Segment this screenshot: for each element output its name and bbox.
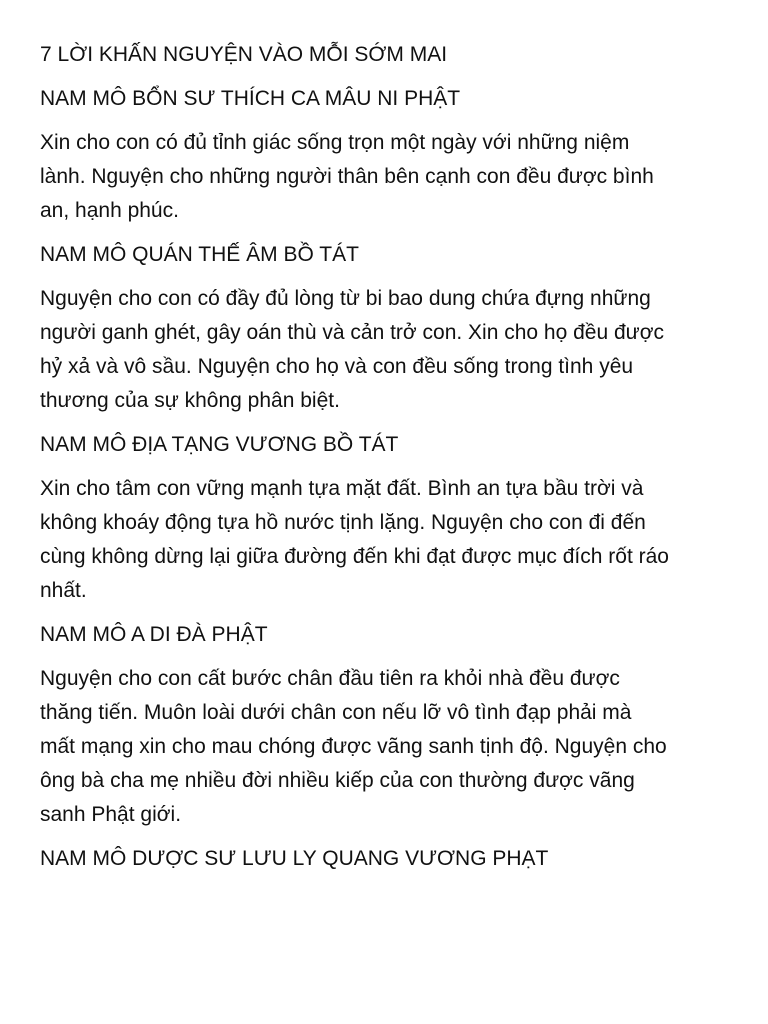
paragraph-line: lành. Nguyện cho những người thân bên cạnh con đều được bình bbox=[40, 165, 654, 188]
section-paragraph bbox=[40, 472, 740, 608]
paragraph-line: sanh Phật giới. bbox=[40, 803, 182, 826]
paragraph-line: thăng tiến. Muôn loài dưới chân con nếu lỡ vô tình đạp phải mà bbox=[40, 701, 632, 724]
section-paragraph bbox=[40, 126, 740, 228]
paragraph-line: cùng không dừng lại giữa đường đến khi đạt được mục đích rốt ráo bbox=[40, 545, 669, 568]
document-page bbox=[40, 38, 740, 876]
paragraph-line: nhất. bbox=[40, 579, 87, 602]
paragraph-line: an, hạnh phúc. bbox=[40, 199, 179, 222]
section-heading: NAM MÔ QUÁN THẾ ÂM BỒ TÁT bbox=[40, 243, 359, 266]
paragraph-line: thương của sự không phân biệt. bbox=[40, 389, 340, 412]
section-paragraph bbox=[40, 662, 740, 832]
section-heading: NAM MÔ A DI ĐÀ PHẬT bbox=[40, 623, 268, 646]
section-heading: NAM MÔ BỔN SƯ THÍCH CA MÂU NI PHẬT bbox=[40, 87, 461, 110]
paragraph-line: Xin cho con có đủ tỉnh giác sống trọn một ngày với những niệm bbox=[40, 131, 630, 154]
paragraph-line: không khoáy động tựa hồ nước tịnh lặng. Nguyện cho con đi đến bbox=[40, 511, 646, 534]
paragraph-line: Xin cho tâm con vững mạnh tựa mặt đất. Bình an tựa bầu trời và bbox=[40, 477, 644, 500]
paragraph-line: Nguyện cho con cất bước chân đầu tiên ra khỏi nhà đều được bbox=[40, 667, 620, 690]
document-title: 7 LỜI KHẤN NGUYỆN VÀO MỖI SỚM MAI bbox=[40, 43, 448, 66]
paragraph-line: Nguyện cho con có đầy đủ lòng từ bi bao dung chứa đựng những bbox=[40, 287, 651, 310]
paragraph-line: mất mạng xin cho mau chóng được vãng sanh tịnh độ. Nguyện cho bbox=[40, 735, 667, 758]
section-heading: NAM MÔ DƯỢC SƯ LƯU LY QUANG VƯƠNG PHẠT bbox=[40, 847, 549, 870]
paragraph-line: hỷ xả và vô sầu. Nguyện cho họ và con đều sống trong tình yêu bbox=[40, 355, 634, 378]
paragraph-line: ông bà cha mẹ nhiều đời nhiều kiếp của con thường được vãng bbox=[40, 769, 635, 792]
paragraph-line: người ganh ghét, gây oán thù và cản trở con. Xin cho họ đều được bbox=[40, 321, 664, 344]
section-heading: NAM MÔ ĐỊA TẠNG VƯƠNG BỒ TÁT bbox=[40, 433, 399, 456]
section-paragraph bbox=[40, 282, 740, 418]
